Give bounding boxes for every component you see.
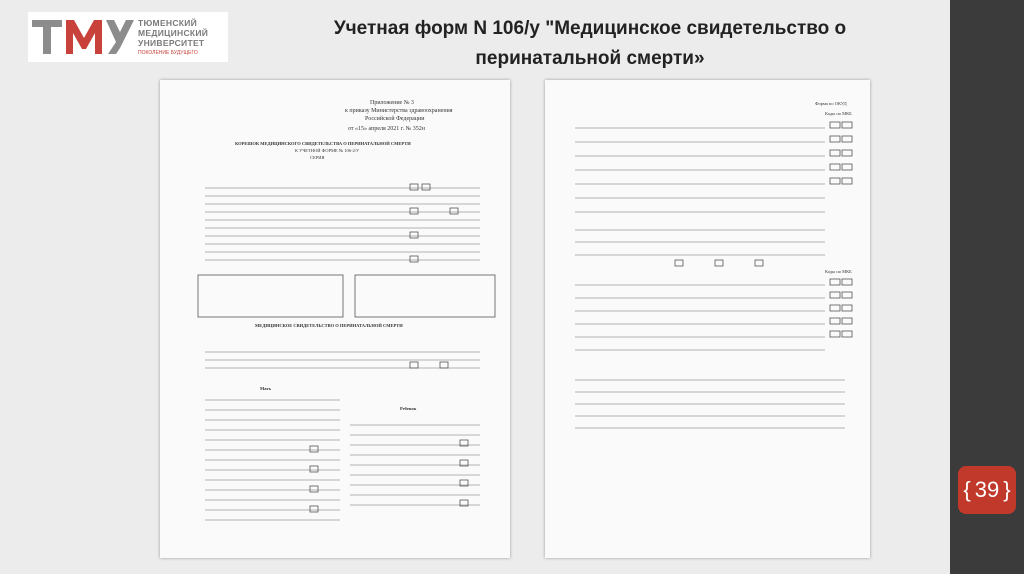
order-line-1: к приказу Министерства здравоохранения — [345, 108, 453, 114]
title-line-2: перинатальной смерти» — [475, 48, 705, 69]
order-line-3: от «15» апреля 2021 г. № 352н — [348, 126, 425, 132]
order-line-2: Российской Федерации — [365, 116, 425, 122]
mkb-code-label-1: Коды по МКБ — [825, 111, 852, 116]
okud-header: Форма по ОКУД — [815, 101, 847, 106]
slide-number-badge — [958, 466, 1016, 514]
logo-line-2: МЕДИЦИНСКИЙ — [138, 28, 209, 38]
slide-title — [240, 14, 940, 74]
slide-number: 39 — [974, 477, 1000, 502]
logo-line-3: УНИВЕРСИТЕТ — [138, 38, 205, 48]
logo-line-1: ТЮМЕНСКИЙ — [138, 18, 198, 28]
appendix-label: Приложение № 3 — [370, 100, 414, 106]
bracket-left-icon: { — [963, 477, 971, 502]
form-page-right — [545, 80, 870, 558]
logo-mark-icon — [28, 12, 138, 62]
form-left-lines — [160, 80, 510, 558]
title-line-1: Учетная форм N 106/у "Медицинское свидетельство о — [333, 18, 847, 39]
mkb-code-label-2: Коды по МКБ — [825, 269, 852, 274]
series-label: СЕРИЯ — [310, 155, 325, 160]
mother-section-label: Мать — [260, 386, 271, 391]
child-section-label: Ребенок — [400, 406, 417, 411]
bracket-right-icon: } — [1003, 477, 1011, 502]
university-logo — [28, 12, 228, 62]
form-right-lines — [545, 80, 870, 558]
stub-title: КОРЕШОК МЕДИЦИНСКОГО СВИДЕТЕЛЬСТВА О ПЕРИНАТАЛЬНОЙ СМЕРТИ — [235, 141, 411, 146]
logo-tagline: ПОКОЛЕНИЕ БУДУЩЕГО — [138, 50, 198, 56]
form-page-left — [160, 80, 510, 558]
certificate-title: МЕДИЦИНСКОЕ СВИДЕТЕЛЬСТВО О ПЕРИНАТАЛЬНОЙ СМЕРТИ — [255, 323, 403, 328]
form-reference: К УЧЕТНОЙ ФОРМЕ № 106-2/У — [295, 148, 360, 153]
